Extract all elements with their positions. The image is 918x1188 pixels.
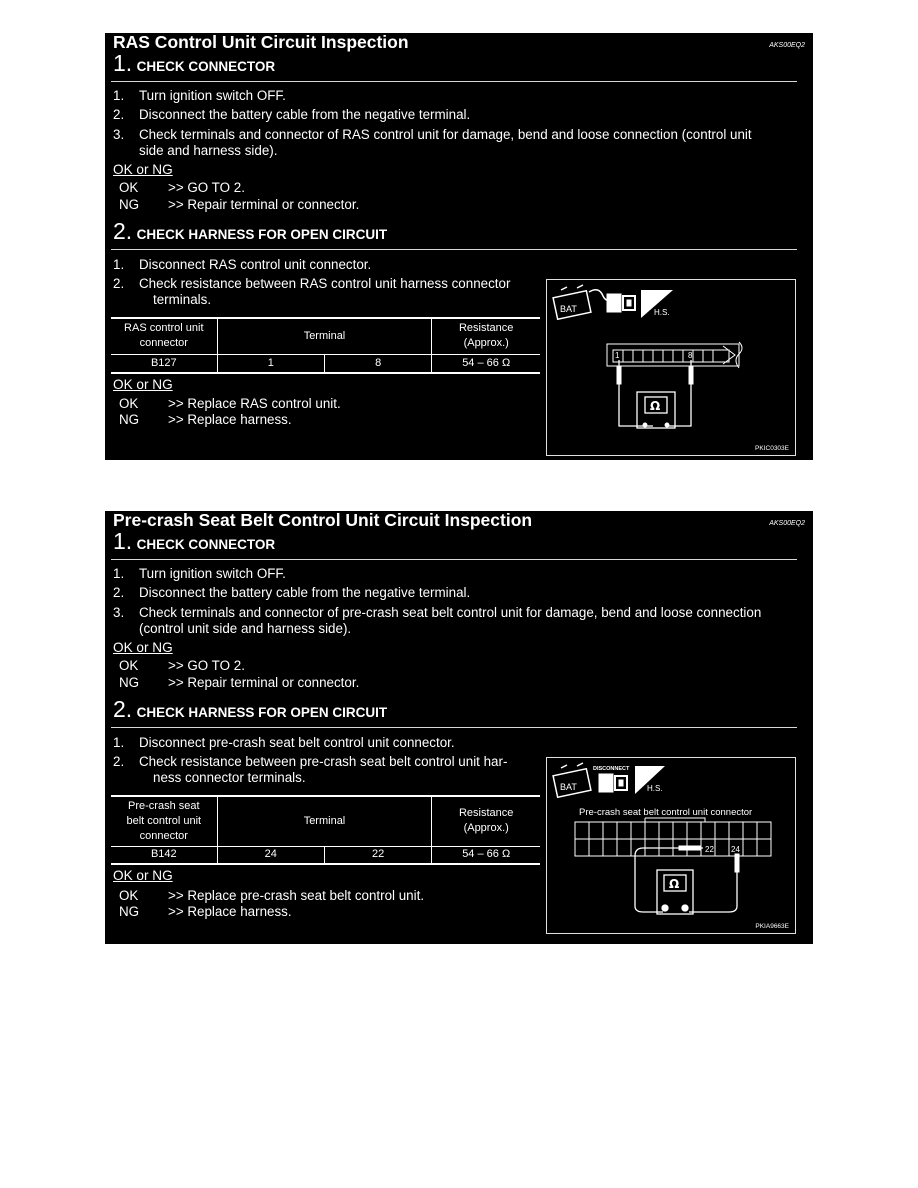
ras-inspection-panel <box>105 33 813 460</box>
result-key: OK <box>119 658 139 673</box>
step1-heading <box>113 50 275 77</box>
battery-icon <box>553 285 615 319</box>
header-line: connector <box>139 337 188 350</box>
cell-terminal-1: 24 <box>217 846 324 864</box>
cell-connector: B127 <box>111 354 217 373</box>
table-header-terminal: Terminal <box>217 796 432 846</box>
cell-terminal-1: 1 <box>217 354 324 373</box>
header-line: Pre-crash seat <box>128 799 200 812</box>
list-number: 2. <box>113 754 125 769</box>
list-item: Disconnect pre-crash seat belt control unit connector. <box>139 735 455 750</box>
table-header-resistance <box>432 318 540 354</box>
step2-number: 2. <box>113 218 133 244</box>
step2-title: CHECK HARNESS FOR OPEN CIRCUIT <box>136 705 388 720</box>
step2-title: CHECK HARNESS FOR OPEN CIRCUIT <box>136 227 388 242</box>
step1-heading <box>113 528 275 555</box>
pin-label: 22 <box>705 845 714 854</box>
connector-diagram <box>546 279 796 456</box>
result-key: OK <box>119 180 139 195</box>
cell-terminal-2: 8 <box>324 354 431 373</box>
figure-code: PKIA9663E <box>755 923 789 930</box>
meter-leads <box>619 360 691 426</box>
harness-connector-strip <box>575 818 771 856</box>
section-title: Pre-crash Seat Belt Control Unit Circuit Inspection <box>113 510 533 530</box>
divider <box>111 81 797 82</box>
result-key: NG <box>119 904 140 919</box>
ohm-symbol: Ω <box>650 399 661 413</box>
hs-label: H.S. <box>647 784 663 793</box>
diagram-graphic <box>547 758 795 933</box>
list-item-continued: (control unit side and harness side). <box>139 621 352 636</box>
figure-code: PKIC0303E <box>755 445 789 452</box>
cell-connector: B142 <box>111 846 217 864</box>
cell-terminal-2: 22 <box>324 846 431 864</box>
list-number: 1. <box>113 88 125 103</box>
pin-label: 1 <box>615 351 620 360</box>
ok-ng-heading: OK or NG <box>113 868 173 883</box>
header-line: (Approx.) <box>463 337 509 350</box>
probe-tips <box>617 366 693 384</box>
header-line: belt control unit <box>126 814 202 827</box>
list-number: 1. <box>113 735 125 750</box>
list-number: 3. <box>113 605 125 620</box>
list-item: Disconnect the battery cable from the negative terminal. <box>139 585 471 600</box>
list-number: 2. <box>113 276 125 291</box>
header-line: connector <box>139 829 188 842</box>
list-item-continued: ness connector terminals. <box>153 770 306 785</box>
connector-icon <box>599 774 627 792</box>
list-number: 2. <box>113 585 125 600</box>
resistance-table <box>111 317 540 374</box>
result-value: >> Replace harness. <box>168 904 292 919</box>
step2-heading <box>113 696 387 723</box>
ohm-symbol: Ω <box>669 877 680 891</box>
hs-label: H.S. <box>654 308 670 317</box>
table-header-terminal: Terminal <box>217 318 432 354</box>
header-line: (Approx.) <box>463 822 509 835</box>
list-item: Disconnect RAS control unit connector. <box>139 257 372 272</box>
step2-heading <box>113 218 387 245</box>
cell-resistance: 54 – 66 Ω <box>432 846 540 864</box>
header-line: Resistance <box>458 322 514 335</box>
pin-label: 8 <box>688 351 693 360</box>
result-value: >> Repair terminal or connector. <box>168 197 360 212</box>
section-title: RAS Control Unit Circuit Inspection <box>113 32 409 52</box>
result-key: NG <box>119 197 140 212</box>
result-key: NG <box>119 675 140 690</box>
ok-ng-heading: OK or NG <box>113 640 173 655</box>
table-header-connector <box>111 318 217 354</box>
result-value: >> Repair terminal or connector. <box>168 675 360 690</box>
list-item: Disconnect the battery cable from the negative terminal. <box>139 107 471 122</box>
resistance-table <box>111 795 540 865</box>
battery-icon <box>553 763 591 797</box>
result-value: >> Replace RAS control unit. <box>168 396 341 411</box>
ok-ng-heading: OK or NG <box>113 377 173 392</box>
list-item-continued: terminals. <box>153 292 212 307</box>
diagram-graphic <box>547 280 795 455</box>
pin-label: 24 <box>731 845 740 854</box>
list-item: Check resistance between pre-crash seat belt control unit har- <box>139 754 508 769</box>
connector-diagram <box>546 757 796 934</box>
result-key: NG <box>119 412 140 427</box>
list-item: Turn ignition switch OFF. <box>139 88 286 103</box>
divider <box>111 727 797 728</box>
result-value: >> GO TO 2. <box>168 180 245 195</box>
result-key: OK <box>119 888 139 903</box>
header-line: RAS control unit <box>124 322 204 335</box>
list-number: 2. <box>113 107 125 122</box>
list-number: 3. <box>113 127 125 142</box>
table-header-connector <box>111 796 217 846</box>
table-header-resistance <box>432 796 540 846</box>
battery-label: BAT <box>560 782 577 792</box>
list-item: Check terminals and connector of RAS control unit for damage, bend and loose connection (control unit <box>139 127 752 142</box>
step1-title: CHECK CONNECTOR <box>136 537 276 552</box>
cell-resistance: 54 – 66 Ω <box>432 354 540 373</box>
list-number: 1. <box>113 566 125 581</box>
list-item-continued: side and harness side). <box>139 143 278 158</box>
header-line: Resistance <box>458 807 514 820</box>
result-key: OK <box>119 396 139 411</box>
divider <box>111 249 797 250</box>
battery-label: BAT <box>560 304 577 314</box>
result-value: >> Replace pre-crash seat belt control unit. <box>168 888 425 903</box>
connector-icon <box>607 294 635 312</box>
list-item: Turn ignition switch OFF. <box>139 566 286 581</box>
step2-number: 2. <box>113 696 133 722</box>
step1-title: CHECK CONNECTOR <box>136 59 276 74</box>
harness-connector-strip <box>607 342 742 368</box>
ok-ng-heading: OK or NG <box>113 162 173 177</box>
section-code: AKS00EQ2 <box>769 42 805 49</box>
divider <box>111 559 797 560</box>
list-item: Check resistance between RAS control unit harness connector <box>139 276 511 291</box>
disconnect-label: DISCONNECT <box>593 766 630 772</box>
step1-number: 1. <box>113 528 133 554</box>
list-number: 1. <box>113 257 125 272</box>
list-item: Check terminals and connector of pre-crash seat belt control unit for damage, bend and loose connection <box>139 605 762 620</box>
result-value: >> GO TO 2. <box>168 658 245 673</box>
section-code: AKS00EQ2 <box>769 520 805 527</box>
step1-number: 1. <box>113 50 133 76</box>
pre-crash-inspection-panel <box>105 511 813 944</box>
connector-caption: Pre-crash seat belt control unit connector <box>579 807 753 818</box>
result-value: >> Replace harness. <box>168 412 292 427</box>
